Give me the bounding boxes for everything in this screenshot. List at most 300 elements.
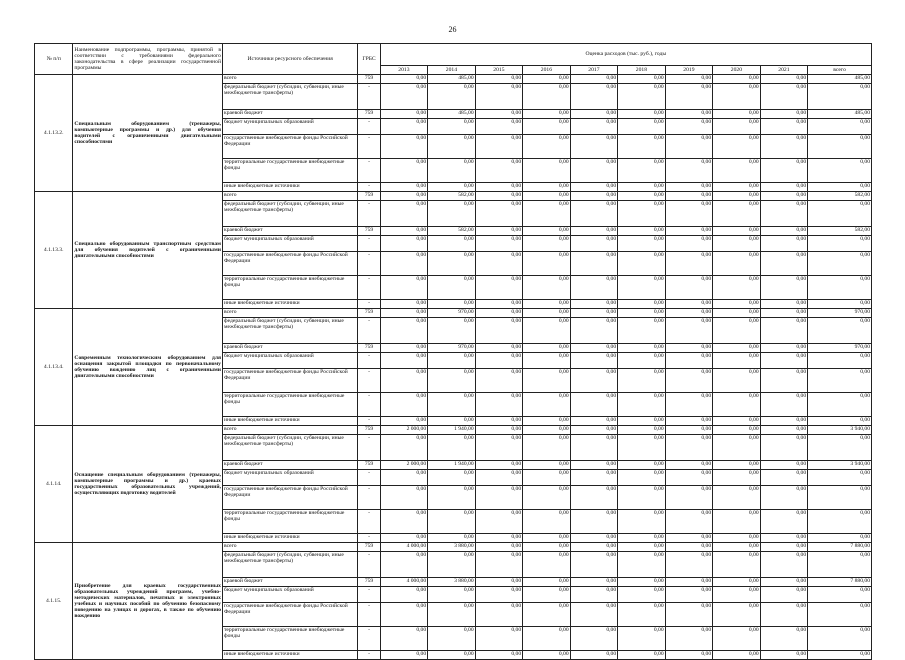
funding-source: федеральный бюджет (субсидии, субвенции, иные межбюджетные трансферты) — [222, 318, 357, 344]
year-value: 0,00 — [618, 470, 666, 486]
year-value: 0,00 — [428, 627, 476, 651]
year-value: 0,00 — [475, 578, 523, 587]
year-value: 0,00 — [523, 651, 571, 660]
total-value: 970,00 — [808, 344, 872, 353]
grbs-code: - — [358, 627, 380, 651]
year-value: 0,00 — [713, 552, 761, 578]
year-value: 0,00 — [760, 486, 808, 510]
year-value: 0,00 — [760, 183, 808, 192]
total-value: 0,00 — [808, 510, 872, 534]
year-value: 0,00 — [760, 353, 808, 369]
year-value: 0,00 — [523, 110, 571, 119]
year-value: 485,00 — [428, 110, 476, 119]
year-value: 0,00 — [760, 84, 808, 110]
total-value: 0,00 — [808, 393, 872, 417]
year-value: 0,00 — [570, 627, 618, 651]
year-value: 0,00 — [475, 426, 523, 435]
year-value: 0,00 — [475, 353, 523, 369]
year-value: 0,00 — [618, 252, 666, 276]
grbs-code: - — [358, 651, 380, 660]
year-value: 0,00 — [665, 426, 713, 435]
year-value: 0,00 — [380, 435, 428, 461]
year-value: 0,00 — [570, 470, 618, 486]
year-value: 0,00 — [475, 318, 523, 344]
year-value: 0,00 — [523, 183, 571, 192]
funding-source: иные внебюджетные источники — [222, 534, 357, 543]
year-value: 0,00 — [380, 192, 428, 201]
grbs-code: - — [358, 300, 380, 309]
year-value: 0,00 — [760, 192, 808, 201]
year-value: 2 000,00 — [380, 426, 428, 435]
total-value: 0,00 — [808, 369, 872, 393]
year-value: 0,00 — [570, 110, 618, 119]
year-value: 0,00 — [380, 183, 428, 192]
year-value: 0,00 — [475, 276, 523, 300]
year-value: 2 000,00 — [380, 461, 428, 470]
year-value: 0,00 — [760, 393, 808, 417]
grbs-code: 759 — [358, 227, 380, 236]
year-value: 0,00 — [713, 627, 761, 651]
page-number: 26 — [448, 25, 457, 34]
year-value: 0,00 — [665, 201, 713, 227]
year-value: 0,00 — [618, 543, 666, 552]
grbs-code: 759 — [358, 75, 380, 84]
year-value: 0,00 — [618, 393, 666, 417]
year-value: 0,00 — [428, 587, 476, 603]
year-value: 0,00 — [380, 309, 428, 318]
grbs-code: - — [358, 353, 380, 369]
year-value: 0,00 — [570, 318, 618, 344]
table-row — [35, 309, 872, 318]
funding-source: иные внебюджетные источники — [222, 417, 357, 426]
funding-source: бюджет муниципальных образований — [222, 353, 357, 369]
year-value: 0,00 — [428, 393, 476, 417]
year-value: 0,00 — [570, 426, 618, 435]
year-value: 0,00 — [665, 461, 713, 470]
year-value: 0,00 — [713, 159, 761, 183]
year-value: 0,00 — [475, 543, 523, 552]
year-value: 0,00 — [380, 510, 428, 534]
funding-source: федеральный бюджет (субсидии, субвенции, иные межбюджетные трансферты) — [222, 201, 357, 227]
funding-source: территориальные государственные внебюджетные фонды — [222, 393, 357, 417]
year-value: 0,00 — [713, 192, 761, 201]
year-value: 0,00 — [570, 159, 618, 183]
funding-source: бюджет муниципальных образований — [222, 236, 357, 252]
year-value: 0,00 — [665, 369, 713, 393]
year-value: 0,00 — [618, 552, 666, 578]
year-value: 0,00 — [428, 417, 476, 426]
total-value: 0,00 — [808, 651, 872, 660]
year-value: 0,00 — [665, 578, 713, 587]
funding-source: федеральный бюджет (субсидии, субвенции, иные межбюджетные трансферты) — [222, 84, 357, 110]
year-value: 0,00 — [380, 417, 428, 426]
total-value: 0,00 — [808, 84, 872, 110]
year-value: 0,00 — [523, 84, 571, 110]
grbs-code: - — [358, 510, 380, 534]
year-value: 0,00 — [523, 369, 571, 393]
year-value: 0,00 — [713, 510, 761, 534]
year-value: 0,00 — [665, 534, 713, 543]
year-value: 0,00 — [618, 84, 666, 110]
funding-source: всего — [222, 309, 357, 318]
year-value: 0,00 — [380, 110, 428, 119]
funding-source: государственные внебюджетные фонды Российской Федерации — [222, 486, 357, 510]
year-value: 0,00 — [475, 75, 523, 84]
grbs-code: 759 — [358, 426, 380, 435]
year-value: 970,00 — [428, 344, 476, 353]
year-value: 0,00 — [570, 252, 618, 276]
year-value: 1 940,00 — [428, 461, 476, 470]
total-value: 0,00 — [808, 435, 872, 461]
year-value: 0,00 — [618, 627, 666, 651]
year-value: 0,00 — [760, 369, 808, 393]
year-value: 0,00 — [428, 353, 476, 369]
total-value: 582,00 — [808, 227, 872, 236]
grbs-code: - — [358, 201, 380, 227]
grbs-code: 759 — [358, 110, 380, 119]
header-year: 2016 — [523, 66, 571, 75]
year-value: 0,00 — [713, 426, 761, 435]
year-value: 0,00 — [428, 276, 476, 300]
year-value: 0,00 — [618, 110, 666, 119]
year-value: 0,00 — [428, 651, 476, 660]
year-value: 0,00 — [475, 84, 523, 110]
year-value: 0,00 — [523, 578, 571, 587]
year-value: 0,00 — [760, 578, 808, 587]
year-value: 0,00 — [618, 435, 666, 461]
year-value: 0,00 — [475, 135, 523, 159]
year-value: 0,00 — [380, 135, 428, 159]
year-value: 0,00 — [428, 135, 476, 159]
year-value: 0,00 — [570, 534, 618, 543]
grbs-code: - — [358, 470, 380, 486]
year-value: 0,00 — [523, 236, 571, 252]
year-value: 0,00 — [570, 201, 618, 227]
year-value: 0,00 — [380, 300, 428, 309]
table-row — [35, 75, 872, 84]
year-value: 0,00 — [760, 135, 808, 159]
funding-source: федеральный бюджет (субсидии, субвенции, иные межбюджетные трансферты) — [222, 435, 357, 461]
year-value: 0,00 — [760, 236, 808, 252]
year-value: 0,00 — [618, 603, 666, 627]
grbs-code: - — [358, 417, 380, 426]
grbs-code: 759 — [358, 344, 380, 353]
header-year: 2015 — [475, 66, 523, 75]
year-value: 0,00 — [665, 252, 713, 276]
year-value: 0,00 — [618, 183, 666, 192]
year-value: 582,00 — [428, 192, 476, 201]
year-value: 0,00 — [380, 393, 428, 417]
year-value: 0,00 — [713, 603, 761, 627]
year-value: 3 880,00 — [428, 578, 476, 587]
item-name: Специальным оборудованием (тренажеры, компьютерные программы и др.) для обучения водителей с ограниченными двигательными способностями — [73, 75, 223, 192]
year-value: 0,00 — [713, 393, 761, 417]
year-value: 0,00 — [760, 309, 808, 318]
year-value: 0,00 — [713, 543, 761, 552]
year-value: 0,00 — [570, 603, 618, 627]
year-value: 0,00 — [475, 510, 523, 534]
total-value: 485,00 — [808, 110, 872, 119]
year-value: 0,00 — [570, 183, 618, 192]
funding-source: территориальные государственные внебюджетные фонды — [222, 627, 357, 651]
total-value: 0,00 — [808, 276, 872, 300]
year-value: 0,00 — [380, 353, 428, 369]
year-value: 0,00 — [475, 110, 523, 119]
header-year: 2017 — [570, 66, 618, 75]
year-value: 0,00 — [475, 417, 523, 426]
year-value: 0,00 — [665, 486, 713, 510]
year-value: 0,00 — [523, 470, 571, 486]
funding-source: краевой бюджет — [222, 110, 357, 119]
funding-source: всего — [222, 426, 357, 435]
header-year: 2021 — [760, 66, 808, 75]
year-value: 0,00 — [570, 435, 618, 461]
year-value: 0,00 — [570, 75, 618, 84]
year-value: 0,00 — [665, 110, 713, 119]
year-value: 0,00 — [713, 75, 761, 84]
item-number: 4.1.13.4. — [35, 309, 73, 426]
year-value: 0,00 — [380, 252, 428, 276]
year-value: 0,00 — [665, 276, 713, 300]
funding-source: краевой бюджет — [222, 227, 357, 236]
grbs-code: - — [358, 159, 380, 183]
year-value: 0,00 — [760, 417, 808, 426]
grbs-code: 759 — [358, 461, 380, 470]
year-value: 0,00 — [760, 543, 808, 552]
grbs-code: - — [358, 183, 380, 192]
year-value: 0,00 — [523, 252, 571, 276]
year-value: 0,00 — [523, 119, 571, 135]
funding-source: территориальные государственные внебюджетные фонды — [222, 276, 357, 300]
year-value: 0,00 — [713, 300, 761, 309]
total-value: 0,00 — [808, 486, 872, 510]
year-value: 0,00 — [570, 369, 618, 393]
year-value: 0,00 — [523, 276, 571, 300]
year-value: 0,00 — [665, 318, 713, 344]
total-value: 3 940,00 — [808, 461, 872, 470]
year-value: 0,00 — [570, 236, 618, 252]
funding-source: краевой бюджет — [222, 461, 357, 470]
year-value: 0,00 — [523, 534, 571, 543]
year-value: 0,00 — [713, 183, 761, 192]
year-value: 0,00 — [618, 192, 666, 201]
year-value: 0,00 — [570, 417, 618, 426]
year-value: 0,00 — [523, 135, 571, 159]
year-value: 0,00 — [523, 201, 571, 227]
year-value: 0,00 — [665, 192, 713, 201]
year-value: 0,00 — [760, 75, 808, 84]
funding-source: государственные внебюджетные фонды Российской Федерации — [222, 603, 357, 627]
year-value: 0,00 — [570, 587, 618, 603]
year-value: 0,00 — [380, 486, 428, 510]
year-value: 0,00 — [618, 426, 666, 435]
header-source: Источники ресурсного обеспечения — [222, 44, 357, 75]
year-value: 0,00 — [523, 435, 571, 461]
year-value: 0,00 — [380, 470, 428, 486]
year-value: 0,00 — [760, 159, 808, 183]
year-value: 0,00 — [475, 587, 523, 603]
funding-source: краевой бюджет — [222, 344, 357, 353]
header-grbs: ГРБС — [358, 44, 380, 75]
year-value: 0,00 — [523, 393, 571, 417]
year-value: 0,00 — [665, 300, 713, 309]
year-value: 0,00 — [570, 393, 618, 417]
year-value: 0,00 — [618, 417, 666, 426]
year-value: 0,00 — [665, 651, 713, 660]
year-value: 0,00 — [475, 236, 523, 252]
year-value: 0,00 — [665, 183, 713, 192]
year-value: 0,00 — [665, 552, 713, 578]
year-value: 0,00 — [475, 183, 523, 192]
year-value: 0,00 — [618, 486, 666, 510]
grbs-code: - — [358, 393, 380, 417]
funding-source: бюджет муниципальных образований — [222, 587, 357, 603]
year-value: 0,00 — [523, 75, 571, 84]
grbs-code: - — [358, 236, 380, 252]
year-value: 0,00 — [760, 276, 808, 300]
year-value: 0,00 — [760, 201, 808, 227]
total-value: 0,00 — [808, 627, 872, 651]
year-value: 0,00 — [713, 369, 761, 393]
year-value: 0,00 — [665, 417, 713, 426]
funding-source: территориальные государственные внебюджетные фонды — [222, 510, 357, 534]
funding-source: бюджет муниципальных образований — [222, 119, 357, 135]
year-value: 0,00 — [570, 309, 618, 318]
total-value: 0,00 — [808, 119, 872, 135]
grbs-code: 759 — [358, 578, 380, 587]
funding-source: иные внебюджетные источники — [222, 300, 357, 309]
year-value: 0,00 — [665, 543, 713, 552]
year-value: 0,00 — [665, 470, 713, 486]
year-value: 0,00 — [475, 344, 523, 353]
grbs-code: - — [358, 84, 380, 110]
funding-source: иные внебюджетные источники — [222, 183, 357, 192]
year-value: 0,00 — [618, 227, 666, 236]
total-value: 0,00 — [808, 300, 872, 309]
table-row — [35, 543, 872, 552]
year-value: 0,00 — [665, 159, 713, 183]
year-value: 0,00 — [570, 543, 618, 552]
year-value: 0,00 — [618, 135, 666, 159]
year-value: 0,00 — [428, 159, 476, 183]
year-value: 0,00 — [475, 201, 523, 227]
funding-source: государственные внебюджетные фонды Российской Федерации — [222, 369, 357, 393]
funding-source: всего — [222, 543, 357, 552]
total-value: 0,00 — [808, 183, 872, 192]
year-value: 0,00 — [665, 435, 713, 461]
year-value: 0,00 — [713, 344, 761, 353]
year-value: 0,00 — [380, 318, 428, 344]
year-value: 4 000,00 — [380, 578, 428, 587]
year-value: 0,00 — [428, 201, 476, 227]
year-value: 0,00 — [523, 426, 571, 435]
year-value: 3 880,00 — [428, 543, 476, 552]
header-name: Наименование подпрограммы, программы, принятой в соответствии с требованиями федерального законодательства в сфере реализации государственной программы — [73, 44, 223, 75]
year-value: 0,00 — [523, 344, 571, 353]
header-estimate: Оценка расходов (тыс. руб.), годы — [380, 44, 871, 66]
year-value: 0,00 — [713, 252, 761, 276]
year-value: 0,00 — [760, 252, 808, 276]
year-value: 0,00 — [380, 75, 428, 84]
grbs-code: - — [358, 552, 380, 578]
year-value: 0,00 — [713, 461, 761, 470]
year-value: 0,00 — [475, 227, 523, 236]
year-value: 0,00 — [713, 110, 761, 119]
year-value: 0,00 — [618, 201, 666, 227]
funding-source: всего — [222, 192, 357, 201]
year-value: 0,00 — [713, 236, 761, 252]
year-value: 0,00 — [713, 534, 761, 543]
year-value: 0,00 — [380, 227, 428, 236]
year-value: 0,00 — [713, 201, 761, 227]
header-year: 2013 — [380, 66, 428, 75]
year-value: 0,00 — [760, 587, 808, 603]
year-value: 0,00 — [570, 578, 618, 587]
year-value: 0,00 — [760, 603, 808, 627]
year-value: 0,00 — [713, 587, 761, 603]
year-value: 0,00 — [760, 300, 808, 309]
year-value: 0,00 — [428, 119, 476, 135]
item-number: 4.1.14. — [35, 426, 73, 543]
year-value: 0,00 — [570, 461, 618, 470]
year-value: 0,00 — [618, 318, 666, 344]
total-value: 0,00 — [808, 417, 872, 426]
year-value: 0,00 — [713, 119, 761, 135]
year-value: 0,00 — [713, 318, 761, 344]
total-value: 485,00 — [808, 75, 872, 84]
year-value: 0,00 — [523, 192, 571, 201]
funding-source: государственные внебюджетные фонды Российской Федерации — [222, 252, 357, 276]
grbs-code: - — [358, 534, 380, 543]
year-value: 0,00 — [380, 159, 428, 183]
grbs-code: - — [358, 486, 380, 510]
grbs-code: - — [358, 587, 380, 603]
year-value: 0,00 — [428, 510, 476, 534]
total-value: 7 880,00 — [808, 543, 872, 552]
year-value: 0,00 — [665, 603, 713, 627]
year-value: 0,00 — [380, 344, 428, 353]
year-value: 0,00 — [523, 300, 571, 309]
year-value: 0,00 — [713, 227, 761, 236]
grbs-code: - — [358, 369, 380, 393]
total-value: 0,00 — [808, 135, 872, 159]
item-name: Оснащение специальным оборудованием (тренажеры, компьютерные программы и др.) краевых государственных образовательных учреждений, осуществляющих подготовку водителей — [73, 426, 223, 543]
grbs-code: - — [358, 435, 380, 461]
total-value: 0,00 — [808, 353, 872, 369]
header-year: 2014 — [428, 66, 476, 75]
year-value: 0,00 — [570, 353, 618, 369]
year-value: 0,00 — [523, 417, 571, 426]
funding-source: краевой бюджет — [222, 578, 357, 587]
year-value: 0,00 — [428, 486, 476, 510]
year-value: 0,00 — [760, 534, 808, 543]
year-value: 0,00 — [380, 236, 428, 252]
grbs-code: - — [358, 135, 380, 159]
total-value: 0,00 — [808, 470, 872, 486]
funding-source: государственные внебюджетные фонды Российской Федерации — [222, 135, 357, 159]
year-value: 0,00 — [380, 276, 428, 300]
year-value: 0,00 — [428, 236, 476, 252]
year-value: 0,00 — [475, 369, 523, 393]
funding-source: бюджет муниципальных образований — [222, 470, 357, 486]
grbs-code: 759 — [358, 192, 380, 201]
year-value: 0,00 — [665, 227, 713, 236]
year-value: 0,00 — [760, 510, 808, 534]
year-value: 0,00 — [713, 276, 761, 300]
year-value: 0,00 — [475, 651, 523, 660]
year-value: 0,00 — [618, 300, 666, 309]
year-value: 0,00 — [665, 75, 713, 84]
